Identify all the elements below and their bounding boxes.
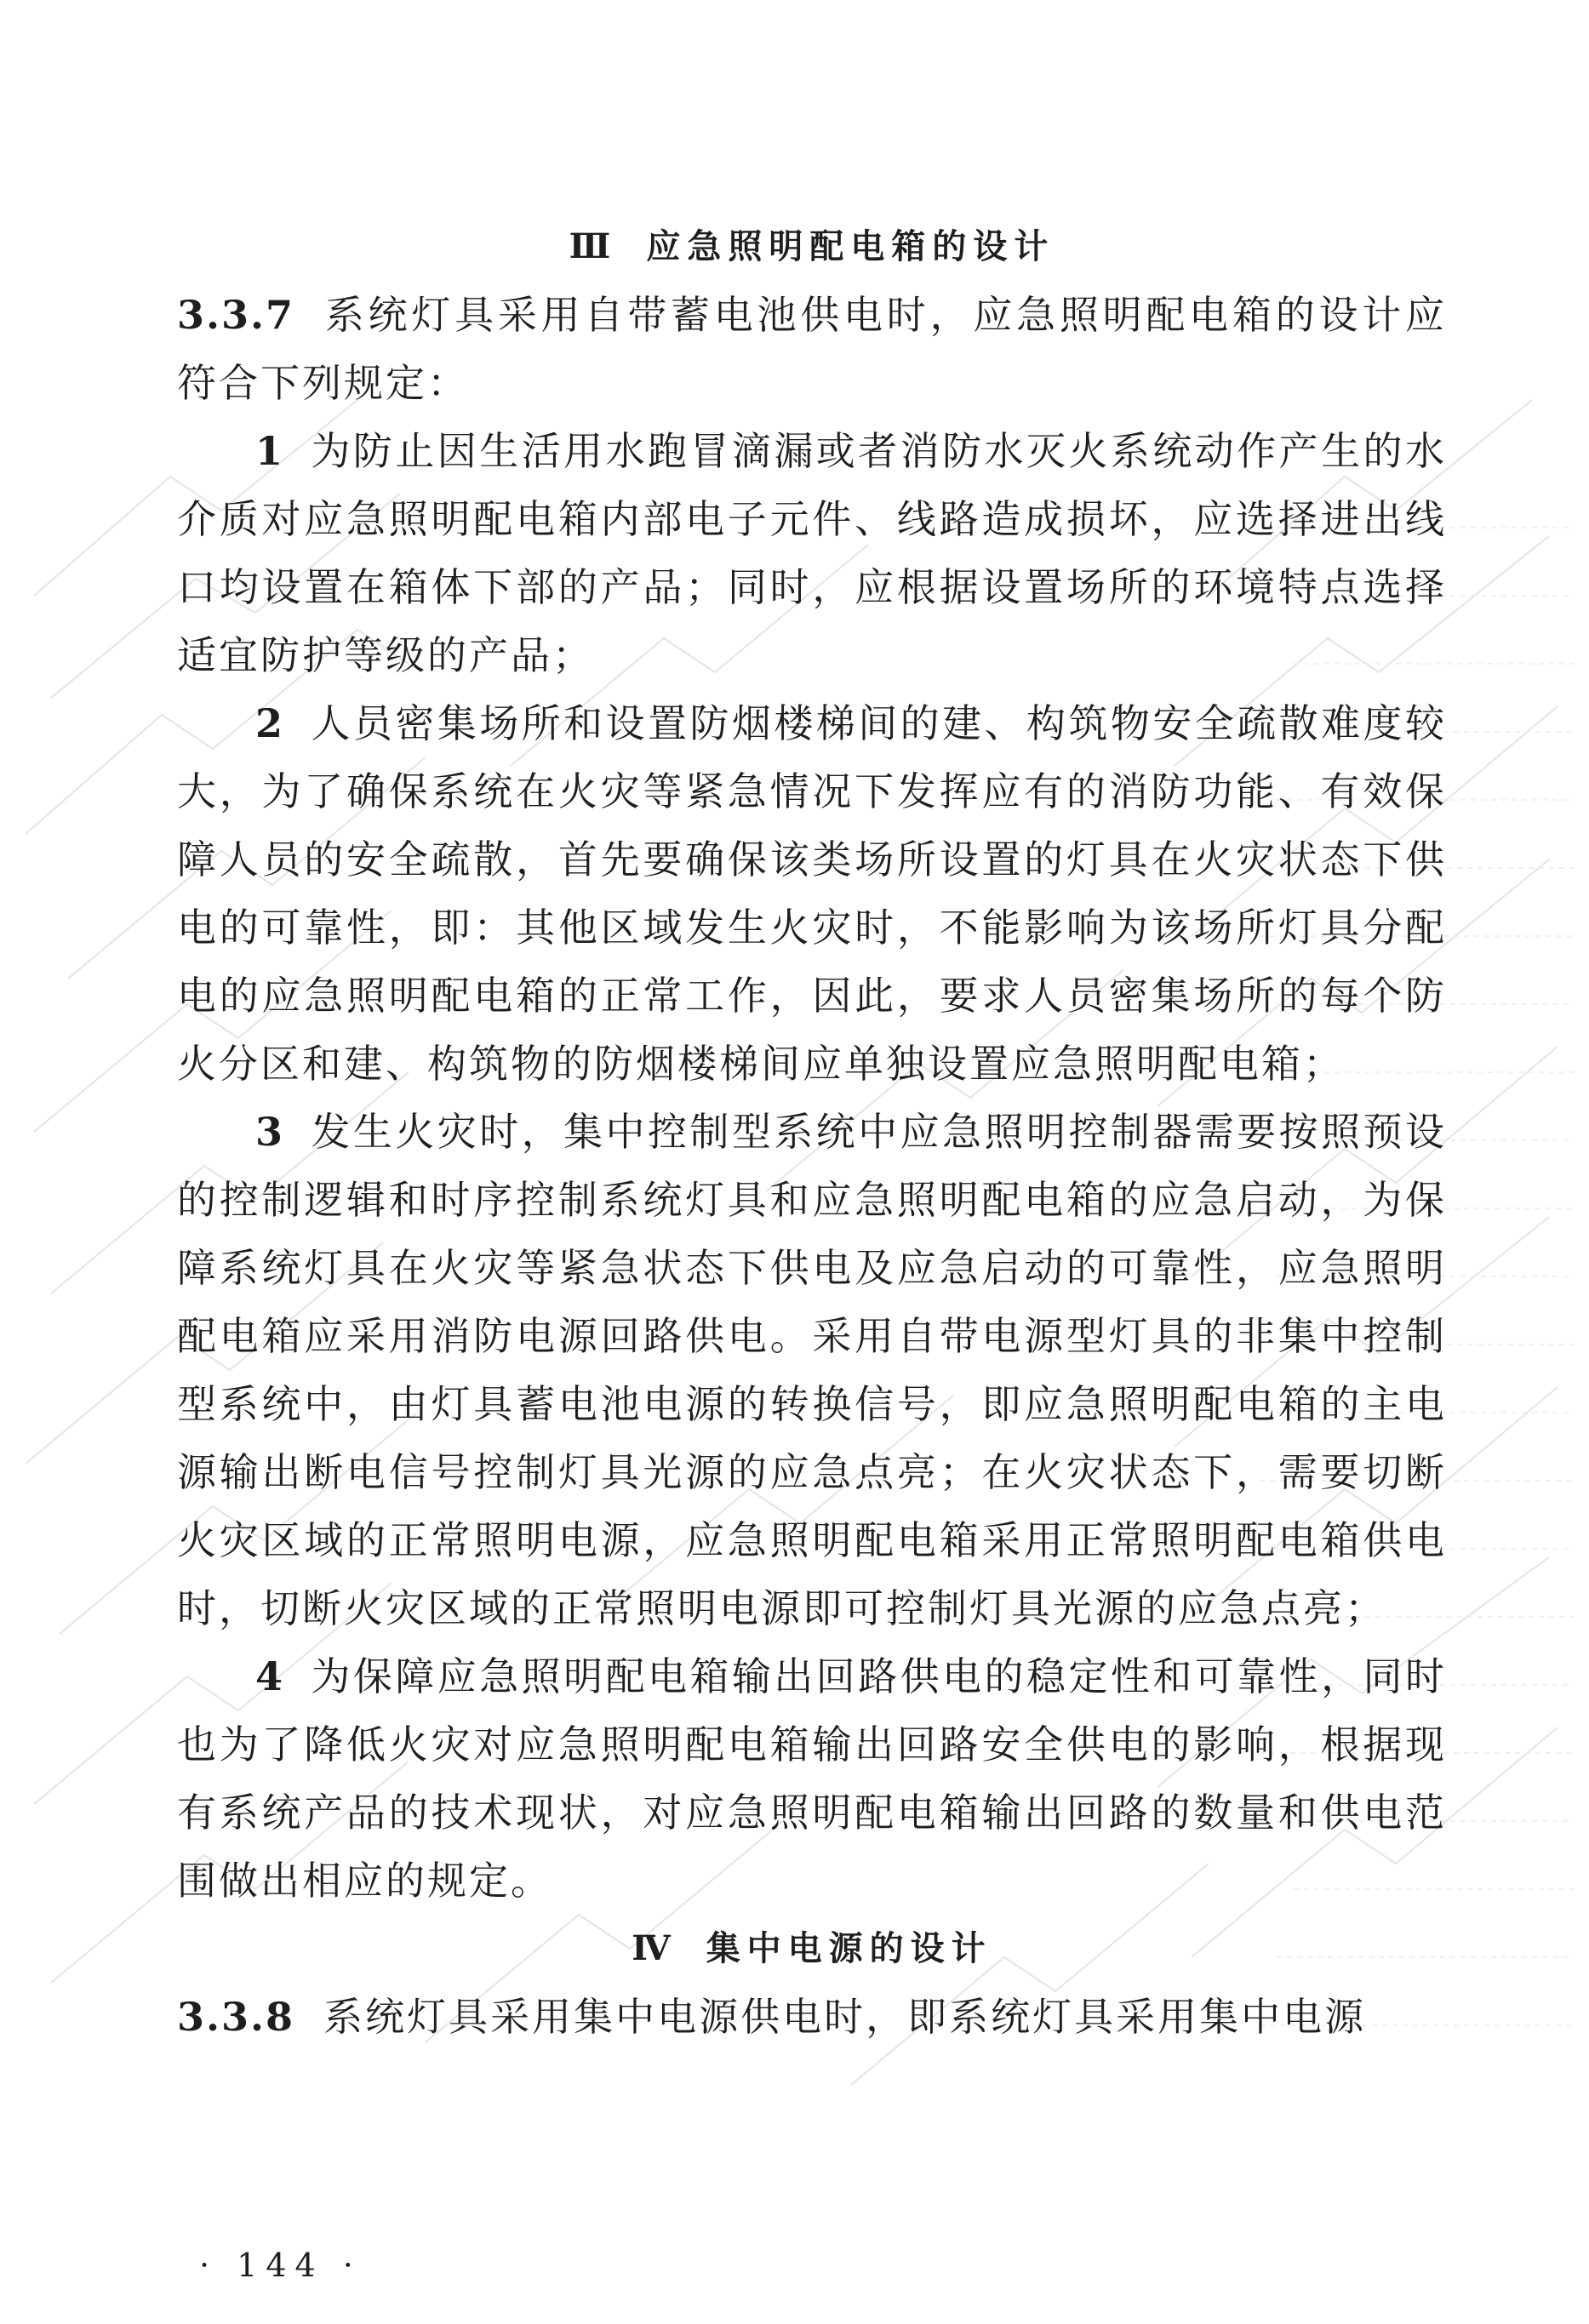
section-roman-numeral: Ⅳ (632, 1928, 671, 1968)
item-number: 2 (255, 700, 286, 746)
list-item (177, 689, 1447, 1098)
item-text: 人员密集场所和设置防烟楼梯间的建、构筑物安全疏散难度较大，为了确保系统在火灾等紧急情况下发挥应有的消防功能、有效保障人员的安全疏散，首先要确保该类场所设置的灯具在火灾状态下供电的可靠性，即：其他区域发生火灾时，不能影响为该场所灯具分配电的应急照明配电箱的正常工作，因此，要求人员密集场所的每个防火分区和建、构筑物的防烟楼梯间应单独设置应急照明配电箱； (177, 700, 1447, 1087)
section-heading-4 (177, 1915, 1447, 1983)
list-item (177, 1642, 1447, 1915)
document-page (177, 213, 1447, 2051)
section-title: 集中电源的设计 (706, 1928, 992, 1968)
item-number: 3 (255, 1109, 286, 1155)
item-text: 为保障应急照明配电箱输出回路供电的稳定性和可靠性，同时也为了降低火灾对应急照明配电箱输出回路安全供电的影响，根据现有系统产品的技术现状，对应急照明配电箱输出回路的数量和供电范围做出相应的规定。 (177, 1653, 1447, 1904)
page-number: · 144 · (199, 2247, 362, 2284)
section-title: 应急照明配电箱的设计 (646, 226, 1055, 266)
section-heading-3 (177, 213, 1447, 281)
clause-3-3-7 (177, 281, 1447, 417)
section-roman-numeral: Ⅲ (569, 226, 611, 266)
list-item (177, 1098, 1447, 1642)
item-text: 发生火灾时，集中控制型系统中应急照明控制器需要按照预设的控制逻辑和时序控制系统灯具和应急照明配电箱的应急启动，为保障系统灯具在火灾等紧急状态下供电及应急启动的可靠性，应急照明配电箱应采用消防电源回路供电。采用自带电源型灯具的非集中控制型系统中，由灯具蓄电池电源的转换信号，即应急照明配电箱的主电源输出断电信号控制灯具光源的应急点亮；在火灾状态下，需要切断火灾区域的正常照明电源，应急照明配电箱采用正常照明配电箱供电时，切断火灾区域的正常照明电源即可控制灯具光源的应急点亮； (177, 1109, 1447, 1631)
list-item (177, 417, 1447, 689)
clause-3-3-8 (177, 1983, 1447, 2051)
item-number: 1 (255, 428, 286, 474)
item-text: 为防止因生活用水跑冒滴漏或者消防水灭火系统动作产生的水介质对应急照明配电箱内部电子元件、线路造成损坏，应选择进出线口均设置在箱体下部的产品；同时，应根据设置场所的环境特点选择适宜防护等级的产品； (177, 428, 1447, 678)
clause-number: 3.3.8 (177, 1994, 295, 2040)
clause-text: 系统灯具采用自带蓄电池供电时，应急照明配电箱的设计应符合下列规定： (177, 292, 1447, 406)
clause-number: 3.3.7 (177, 292, 295, 338)
clause-text: 系统灯具采用集中电源供电时，即系统灯具采用集中电源 (323, 1994, 1367, 2040)
item-number: 4 (255, 1653, 286, 1699)
